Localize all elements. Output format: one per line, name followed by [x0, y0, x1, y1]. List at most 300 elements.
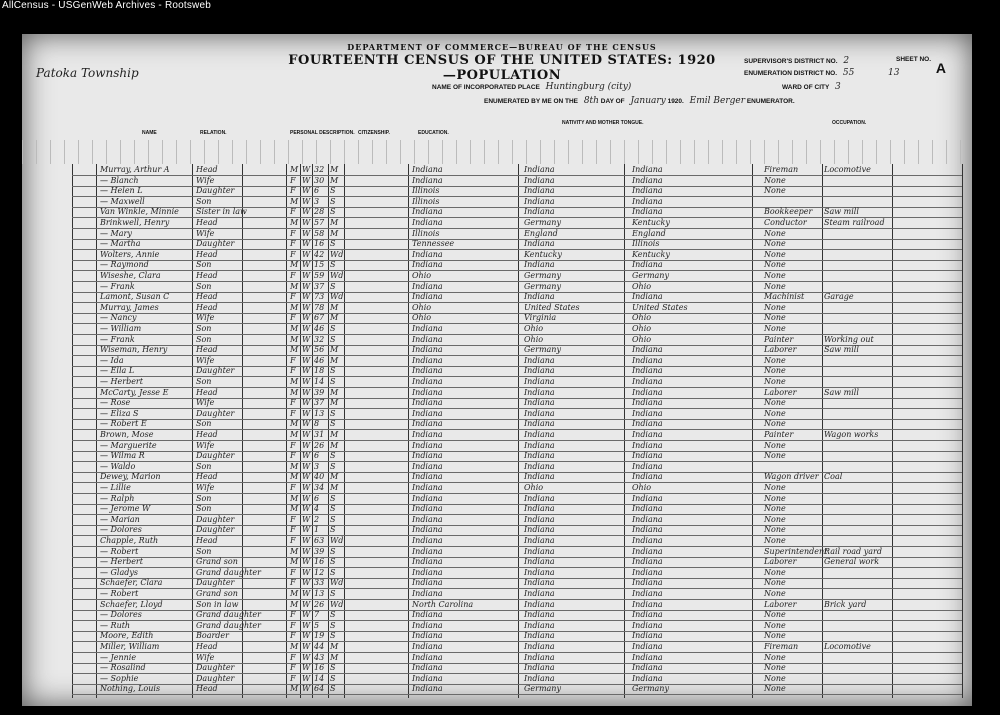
father-birthplace-cell: Indiana: [524, 260, 555, 270]
father-birthplace-cell: Indiana: [524, 440, 555, 450]
table-row: [72, 683, 962, 695]
birthplace-cell: Indiana: [412, 631, 443, 641]
header-occupation: OCCUPATION.: [832, 120, 867, 126]
marital-status-cell: M: [330, 175, 339, 185]
person-name-cell: — Waldo: [100, 461, 136, 471]
marital-status-cell: M: [330, 483, 339, 492]
sheet-header: [282, 42, 722, 83]
marital-status-cell: S: [330, 186, 336, 196]
race-cell: W: [302, 345, 311, 355]
birthplace-cell: Indiana: [412, 493, 443, 503]
enum-year: 1920.: [667, 98, 684, 105]
marital-status-cell: M: [330, 218, 339, 227]
birthplace-cell: Indiana: [412, 451, 443, 461]
sex-cell: M: [290, 218, 299, 227]
sex-cell: F: [290, 451, 296, 461]
birthplace-cell: Indiana: [412, 398, 443, 408]
person-name-cell: — Robert: [100, 546, 139, 556]
sex-cell: M: [290, 324, 299, 333]
relation-cell: Head: [196, 249, 218, 259]
father-birthplace-cell: Indiana: [524, 536, 555, 545]
sex-cell: M: [290, 472, 299, 482]
person-name-cell: — Marian: [100, 514, 140, 524]
occupation-cell: None: [764, 451, 786, 461]
sex-cell: F: [290, 567, 296, 577]
relation-cell: Daughter: [196, 578, 235, 588]
race-cell: W: [302, 525, 311, 535]
sheet-letter: A: [935, 60, 946, 76]
sex-cell: F: [290, 292, 296, 302]
race-cell: W: [302, 578, 311, 588]
marital-status-cell: S: [330, 207, 336, 217]
census-table: [72, 164, 962, 698]
person-name-cell: — Raymond: [100, 260, 149, 270]
marital-status-cell: S: [330, 589, 336, 598]
sex-cell: M: [290, 461, 299, 471]
sex-cell: F: [290, 249, 296, 259]
census-sheet: [22, 34, 972, 706]
enum-district-label: ENUMERATION DISTRICT NO.: [744, 70, 838, 77]
sex-cell: F: [290, 366, 296, 376]
relation-cell: Wife: [196, 440, 215, 450]
marital-status-cell: S: [330, 419, 336, 429]
relation-cell: Daughter: [196, 525, 235, 535]
race-cell: W: [302, 589, 311, 598]
age-cell: 64: [314, 684, 325, 694]
sheet-label: SHEET NO.: [896, 56, 932, 63]
race-cell: W: [302, 631, 311, 641]
occupation-cell: None: [764, 186, 786, 196]
race-cell: W: [302, 175, 311, 185]
column-header-band: [22, 140, 972, 164]
relation-cell: Grand son: [196, 557, 238, 567]
mother-birthplace-cell: Indiana: [632, 546, 663, 556]
relation-cell: Son: [196, 324, 212, 333]
father-birthplace-cell: Indiana: [524, 642, 555, 651]
mother-birthplace-cell: Indiana: [632, 387, 663, 397]
relation-cell: Son: [196, 461, 212, 471]
mother-birthplace-cell: Indiana: [632, 663, 663, 673]
occupation-cell: None: [764, 324, 786, 333]
age-cell: 4: [314, 504, 320, 514]
industry-cell: Locomotive: [824, 165, 871, 174]
relation-cell: Son: [196, 504, 212, 514]
header-personal: PERSONAL DESCRIPTION.: [290, 130, 355, 136]
industry-cell: Saw mill: [824, 345, 859, 355]
person-name-cell: Wiseman, Henry: [100, 345, 168, 355]
mother-birthplace-cell: Indiana: [632, 557, 663, 567]
age-cell: 59: [314, 271, 325, 280]
sex-cell: F: [290, 673, 296, 683]
mother-birthplace-cell: Indiana: [632, 642, 663, 651]
race-cell: W: [302, 377, 311, 386]
relation-cell: Son: [196, 546, 212, 556]
birthplace-cell: Indiana: [412, 292, 443, 302]
relation-cell: Wife: [196, 355, 215, 365]
industry-cell: Working out: [824, 334, 874, 344]
birthplace-cell: Indiana: [412, 207, 443, 217]
occupation-cell: None: [764, 589, 786, 598]
occupation-cell: None: [764, 377, 786, 386]
person-name-cell: — Lillie: [100, 483, 131, 492]
father-birthplace-cell: Virginia: [524, 313, 557, 323]
race-cell: W: [302, 366, 311, 376]
relation-cell: Head: [196, 642, 218, 651]
sex-cell: F: [290, 408, 296, 418]
person-name-cell: Dewey, Marion: [100, 472, 161, 482]
marital-status-cell: M: [330, 345, 339, 355]
person-name-cell: — Jennie: [100, 652, 137, 662]
industry-cell: Coal: [824, 472, 843, 482]
header-relation: RELATION.: [200, 130, 227, 136]
relation-cell: Son: [196, 196, 212, 206]
father-birthplace-cell: Germany: [524, 281, 561, 291]
age-cell: 2: [314, 514, 320, 524]
person-name-cell: Brinkwell, Henry: [100, 218, 170, 227]
occupation-cell: None: [764, 302, 786, 312]
day-label: DAY OF: [600, 98, 625, 105]
sex-cell: F: [290, 610, 296, 620]
race-cell: W: [302, 387, 311, 397]
mother-birthplace-cell: Indiana: [632, 260, 663, 270]
race-cell: W: [302, 324, 311, 333]
mother-birthplace-cell: Ohio: [632, 281, 652, 291]
age-cell: 39: [314, 387, 325, 397]
occupation-cell: None: [764, 514, 786, 524]
township-field: [32, 66, 139, 80]
mother-birthplace-cell: United States: [632, 302, 688, 312]
birthplace-cell: Tennessee: [412, 239, 455, 249]
race-cell: W: [302, 440, 311, 450]
sex-cell: F: [290, 313, 296, 323]
race-cell: W: [302, 567, 311, 577]
occupation-cell: None: [764, 419, 786, 429]
age-cell: 18: [314, 366, 325, 376]
occupation-cell: Laborer: [764, 599, 797, 609]
sex-cell: M: [290, 684, 299, 694]
mother-birthplace-cell: Indiana: [632, 589, 663, 598]
occupation-cell: Painter: [764, 430, 794, 439]
header-name: NAME: [142, 130, 157, 136]
person-name-cell: Wolters, Annie: [100, 249, 160, 259]
person-name-cell: — Robert: [100, 589, 139, 598]
birthplace-cell: Indiana: [412, 218, 443, 227]
race-cell: W: [302, 514, 311, 524]
mother-birthplace-cell: Ohio: [632, 324, 652, 333]
sex-cell: F: [290, 440, 296, 450]
age-cell: 26: [314, 599, 325, 609]
father-birthplace-cell: Germany: [524, 218, 561, 227]
mother-birthplace-cell: England: [632, 228, 666, 238]
relation-cell: Head: [196, 430, 218, 439]
race-cell: W: [302, 663, 311, 673]
age-cell: 44: [314, 642, 325, 651]
father-birthplace-cell: Indiana: [524, 186, 555, 196]
sex-cell: M: [290, 642, 299, 651]
marital-status-cell: S: [330, 260, 336, 270]
marital-status-cell: S: [330, 525, 336, 535]
age-cell: 43: [314, 652, 325, 662]
birthplace-cell: Indiana: [412, 620, 443, 630]
birthplace-cell: Indiana: [412, 610, 443, 620]
birthplace-cell: Indiana: [412, 355, 443, 365]
mother-birthplace-cell: Kentucky: [632, 218, 670, 227]
relation-cell: Grand daughter: [196, 620, 261, 630]
occupation-cell: None: [764, 673, 786, 683]
race-cell: W: [302, 207, 311, 217]
occupation-cell: None: [764, 525, 786, 535]
age-cell: 16: [314, 239, 325, 249]
marital-status-cell: S: [330, 377, 336, 386]
race-cell: W: [302, 451, 311, 461]
birthplace-cell: Ohio: [412, 302, 432, 312]
occupation-cell: None: [764, 398, 786, 408]
mother-birthplace-cell: Indiana: [632, 408, 663, 418]
mother-birthplace-cell: Indiana: [632, 165, 663, 174]
occupation-cell: None: [764, 684, 786, 694]
occupation-cell: None: [764, 493, 786, 503]
birthplace-cell: Illinois: [412, 196, 440, 206]
person-name-cell: Miller, William: [100, 642, 160, 651]
enum-day: 8th: [583, 96, 599, 106]
relation-cell: Head: [196, 345, 218, 355]
sex-cell: F: [290, 228, 296, 238]
person-name-cell: — Helen L: [100, 186, 143, 196]
race-cell: W: [302, 292, 311, 302]
header-citizenship: CITIZENSHIP.: [358, 130, 390, 136]
sex-cell: F: [290, 239, 296, 249]
occupation-cell: Superintendent: [764, 546, 828, 556]
father-birthplace-cell: Indiana: [524, 175, 555, 185]
sex-cell: M: [290, 345, 299, 355]
sex-cell: M: [290, 430, 299, 439]
marital-status-cell: M: [330, 472, 339, 482]
township-value: Patoka Township: [36, 66, 139, 80]
race-cell: W: [302, 673, 311, 683]
father-birthplace-cell: Ohio: [524, 334, 544, 344]
relation-cell: Grand son: [196, 589, 238, 598]
person-name-cell: Murray, James: [100, 302, 159, 312]
birthplace-cell: Indiana: [412, 419, 443, 429]
mother-birthplace-cell: Indiana: [632, 631, 663, 641]
age-cell: 16: [314, 557, 325, 567]
birthplace-cell: Indiana: [412, 514, 443, 524]
father-birthplace-cell: Indiana: [524, 652, 555, 662]
person-name-cell: Chapple, Ruth: [100, 536, 159, 545]
race-cell: W: [302, 302, 311, 312]
birthplace-cell: Indiana: [412, 589, 443, 598]
race-cell: W: [302, 218, 311, 227]
supervisor-value: 2: [843, 56, 850, 66]
enumerated-field: [484, 96, 795, 106]
relation-cell: Head: [196, 165, 218, 174]
industry-cell: Saw mill: [824, 207, 859, 217]
marital-status-cell: Wd: [330, 536, 344, 545]
father-birthplace-cell: Indiana: [524, 207, 555, 217]
age-cell: 46: [314, 355, 325, 365]
birthplace-cell: Indiana: [412, 642, 443, 651]
occupation-cell: None: [764, 366, 786, 376]
race-cell: W: [302, 599, 311, 609]
occupation-cell: Fireman: [764, 642, 799, 651]
father-birthplace-cell: Kentucky: [524, 249, 562, 259]
occupation-cell: None: [764, 536, 786, 545]
age-cell: 7: [314, 610, 320, 620]
birthplace-cell: Indiana: [412, 408, 443, 418]
marital-status-cell: S: [330, 493, 336, 503]
father-birthplace-cell: Germany: [524, 345, 561, 355]
relation-cell: Wife: [196, 483, 215, 492]
race-cell: W: [302, 493, 311, 503]
marital-status-cell: S: [330, 673, 336, 683]
birthplace-cell: Indiana: [412, 377, 443, 386]
birthplace-cell: Indiana: [412, 165, 443, 174]
person-name-cell: Brown, Mose: [100, 430, 154, 439]
relation-cell: Head: [196, 684, 218, 694]
birthplace-cell: Indiana: [412, 557, 443, 567]
birthplace-cell: Indiana: [412, 345, 443, 355]
mother-birthplace-cell: Ohio: [632, 313, 652, 323]
relation-cell: Daughter: [196, 186, 235, 196]
person-name-cell: — Marguerite: [100, 440, 157, 450]
sex-cell: M: [290, 334, 299, 344]
birthplace-cell: Indiana: [412, 440, 443, 450]
person-name-cell: — Nancy: [100, 313, 137, 323]
race-cell: W: [302, 642, 311, 651]
relation-cell: Head: [196, 292, 218, 302]
mother-birthplace-cell: Indiana: [632, 472, 663, 482]
race-cell: W: [302, 408, 311, 418]
race-cell: W: [302, 546, 311, 556]
occupation-cell: Painter: [764, 334, 794, 344]
occupation-cell: None: [764, 271, 786, 280]
age-cell: 16: [314, 663, 325, 673]
industry-cell: Rail road yard: [824, 546, 882, 556]
sex-cell: F: [290, 186, 296, 196]
race-cell: W: [302, 260, 311, 270]
relation-cell: Daughter: [196, 451, 235, 461]
person-name-cell: — Ida: [100, 355, 124, 365]
age-cell: 28: [314, 207, 325, 217]
relation-cell: Daughter: [196, 514, 235, 524]
industry-cell: Locomotive: [824, 642, 871, 651]
mother-birthplace-cell: Germany: [632, 684, 669, 694]
age-cell: 46: [314, 324, 325, 333]
person-name-cell: — Mary: [100, 228, 132, 238]
marital-status-cell: M: [330, 430, 339, 439]
father-birthplace-cell: Indiana: [524, 504, 555, 514]
age-cell: 57: [314, 218, 325, 227]
birthplace-cell: North Carolina: [412, 599, 474, 609]
mother-birthplace-cell: Indiana: [632, 525, 663, 535]
occupation-cell: None: [764, 631, 786, 641]
age-cell: 32: [314, 334, 325, 344]
marital-status-cell: S: [330, 631, 336, 641]
place-field: [432, 82, 631, 92]
mother-birthplace-cell: Illinois: [632, 239, 660, 249]
age-cell: 73: [314, 292, 325, 302]
race-cell: W: [302, 281, 311, 291]
occupation-cell: None: [764, 249, 786, 259]
enum-month: January: [630, 96, 666, 106]
race-cell: W: [302, 430, 311, 439]
enumerator-label: ENUMERATOR.: [746, 98, 795, 105]
birthplace-cell: Indiana: [412, 249, 443, 259]
industry-cell: Garage: [824, 292, 854, 302]
marital-status-cell: S: [330, 239, 336, 249]
person-name-cell: — Wilma R: [100, 451, 145, 461]
father-birthplace-cell: Indiana: [524, 165, 555, 174]
marital-status-cell: S: [330, 620, 336, 630]
occupation-cell: None: [764, 281, 786, 291]
sex-cell: M: [290, 260, 299, 270]
race-cell: W: [302, 186, 311, 196]
sex-cell: F: [290, 398, 296, 408]
relation-cell: Daughter: [196, 408, 235, 418]
mother-birthplace-cell: Indiana: [632, 398, 663, 408]
age-cell: 56: [314, 345, 325, 355]
mother-birthplace-cell: Indiana: [632, 377, 663, 386]
person-name-cell: — Dolores: [100, 610, 142, 620]
age-cell: 8: [314, 419, 320, 429]
age-cell: 37: [314, 281, 325, 291]
race-cell: W: [302, 483, 311, 492]
marital-status-cell: M: [330, 387, 339, 397]
father-birthplace-cell: Indiana: [524, 567, 555, 577]
marital-status-cell: M: [330, 355, 339, 365]
age-cell: 3: [314, 461, 320, 471]
race-cell: W: [302, 684, 311, 694]
marital-status-cell: S: [330, 504, 336, 514]
father-birthplace-cell: Indiana: [524, 514, 555, 524]
marital-status-cell: S: [330, 557, 336, 567]
occupation-cell: None: [764, 440, 786, 450]
birthplace-cell: Ohio: [412, 313, 432, 323]
occupation-cell: Laborer: [764, 557, 797, 567]
mother-birthplace-cell: Germany: [632, 271, 669, 280]
person-name-cell: — Sophie: [100, 673, 139, 683]
age-cell: 42: [314, 249, 325, 259]
relation-cell: Daughter: [196, 366, 235, 376]
occupation-cell: None: [764, 175, 786, 185]
age-cell: 19: [314, 631, 325, 641]
marital-status-cell: Wd: [330, 249, 344, 259]
relation-cell: Head: [196, 218, 218, 227]
person-name-cell: — Ella L: [100, 366, 135, 376]
occupation-cell: None: [764, 228, 786, 238]
occupation-cell: Conductor: [764, 218, 807, 227]
marital-status-cell: S: [330, 451, 336, 461]
sex-cell: M: [290, 302, 299, 312]
race-cell: W: [302, 536, 311, 545]
relation-cell: Wife: [196, 652, 215, 662]
person-name-cell: Schaefer, Clara: [100, 578, 163, 588]
birthplace-cell: Indiana: [412, 334, 443, 344]
age-cell: 34: [314, 483, 325, 492]
person-name-cell: — Martha: [100, 239, 141, 249]
mother-birthplace-cell: Indiana: [632, 175, 663, 185]
birthplace-cell: Illinois: [412, 228, 440, 238]
sex-cell: F: [290, 578, 296, 588]
father-birthplace-cell: Germany: [524, 684, 561, 694]
ward-label: WARD OF CITY: [782, 84, 830, 91]
relation-cell: Son: [196, 334, 212, 344]
father-birthplace-cell: Ohio: [524, 483, 544, 492]
race-cell: W: [302, 652, 311, 662]
father-birthplace-cell: Indiana: [524, 620, 555, 630]
occupation-cell: Machinist: [764, 292, 805, 302]
birthplace-cell: Indiana: [412, 684, 443, 694]
